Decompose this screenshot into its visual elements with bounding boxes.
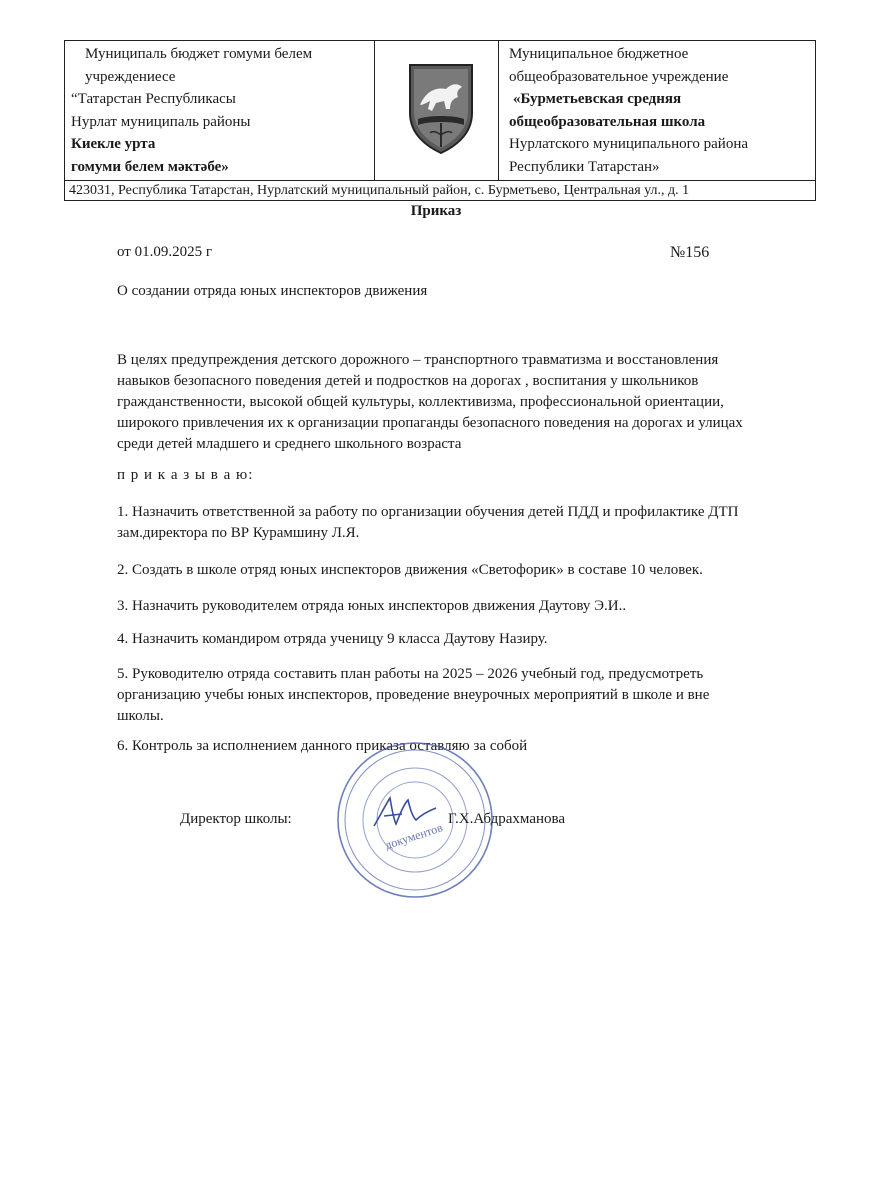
order-item-line: 4. Назначить командиром отряда ученицу 9 класса Даутову Назиру. bbox=[117, 631, 548, 647]
letterhead bbox=[64, 40, 816, 201]
order-subject: О создании отряда юных инспекторов движения bbox=[117, 283, 428, 299]
letterhead-tatar bbox=[65, 41, 375, 180]
order-item-line: 1. Назначить ответственной за работу по организации обучения детей ПДД и профилактике ДТП bbox=[117, 504, 739, 520]
order-item-line: 6. Контроль за исполнением данного приказа оставляю за собой bbox=[117, 738, 528, 754]
seal-text: документов bbox=[383, 820, 445, 853]
letterhead-row bbox=[65, 41, 815, 180]
emblem-cell bbox=[375, 41, 499, 180]
letterhead-tatar-line: “Татарстан Республикасы bbox=[71, 91, 236, 107]
coat-of-arms-icon bbox=[406, 61, 476, 155]
letterhead-tatar-line: Муниципаль бюджет гомуми белем bbox=[85, 46, 313, 62]
letterhead-russian-line: общеобразовательное учреждение bbox=[509, 68, 729, 85]
order-item-line: 3. Назначить руководителем отряда юных инспекторов движения Даутову Э.И.. bbox=[117, 598, 627, 614]
letterhead-tatar-line: учреждениесе bbox=[85, 68, 176, 85]
order-item-line: школы. bbox=[117, 708, 164, 724]
order-item-2 bbox=[117, 560, 703, 581]
preamble-line: широкого привлечения их к организации пропаганды безопасного поведения на дорогах и улицах bbox=[117, 415, 743, 431]
order-date: от 01.09.2025 г bbox=[117, 244, 213, 260]
order-item-line: зам.директора по ВР Курамшину Л.Я. bbox=[117, 525, 360, 541]
order-item-line: 5. Руководителю отряда составить план работы на 2025 – 2026 учебный год, предусмотреть bbox=[117, 666, 704, 682]
order-word: п р и к а з ы в а ю: bbox=[117, 467, 254, 483]
letterhead-tatar-line: гомуми белем мәктәбе» bbox=[71, 158, 229, 175]
letterhead-russian-line: Нурлатского муниципального района bbox=[509, 136, 749, 152]
preamble-line: среди детей младшего и среднего школьного возраста bbox=[117, 436, 462, 452]
letterhead-russian-line: Республики Татарстан» bbox=[509, 158, 660, 175]
letterhead-russian-line: «Бурметьевская средняя bbox=[513, 91, 682, 107]
document-title: Приказ bbox=[410, 203, 462, 219]
order-item-5 bbox=[117, 664, 709, 727]
letterhead-tatar-line: Киекле урта bbox=[71, 136, 156, 152]
order-item-line: организацию учебы юных инспекторов, проведение внеурочных мероприятий в школе и вне bbox=[117, 687, 710, 703]
signatory-name: Г.Х.Абдрахманова bbox=[448, 811, 566, 827]
preamble-line: гражданственности, высокой общей культуры, коллективизма, профессиональной ориентации, bbox=[117, 394, 724, 410]
order-number: №156 bbox=[670, 244, 710, 261]
order-item-line: 2. Создать в школе отряд юных инспекторов движения «Светофорик» в составе 10 человек. bbox=[117, 562, 703, 578]
letterhead-russian bbox=[499, 41, 815, 180]
school-address: 423031, Республика Татарстан, Нурлатский муниципальный район, с. Бурметьево, Центральная ул., д. 1 bbox=[65, 180, 815, 200]
letterhead-russian-line: Муниципальное бюджетное bbox=[509, 46, 689, 62]
order-item-4 bbox=[117, 629, 548, 650]
letterhead-russian-line: общеобразовательная школа bbox=[509, 113, 706, 130]
preamble-line: навыков безопасного поведения детей и подростков на дорогах , воспитания у школьников bbox=[117, 373, 699, 389]
preamble-line: В целях предупреждения детского дорожного – транспортного травматизма и восстановления bbox=[117, 352, 719, 368]
order-item-1 bbox=[117, 502, 738, 544]
letterhead-tatar-line: Нурлат муниципаль районы bbox=[71, 113, 251, 130]
preamble bbox=[117, 350, 743, 455]
order-item-3 bbox=[117, 596, 626, 617]
signature-icon bbox=[370, 790, 440, 835]
signature-label: Директор школы: bbox=[180, 811, 292, 827]
